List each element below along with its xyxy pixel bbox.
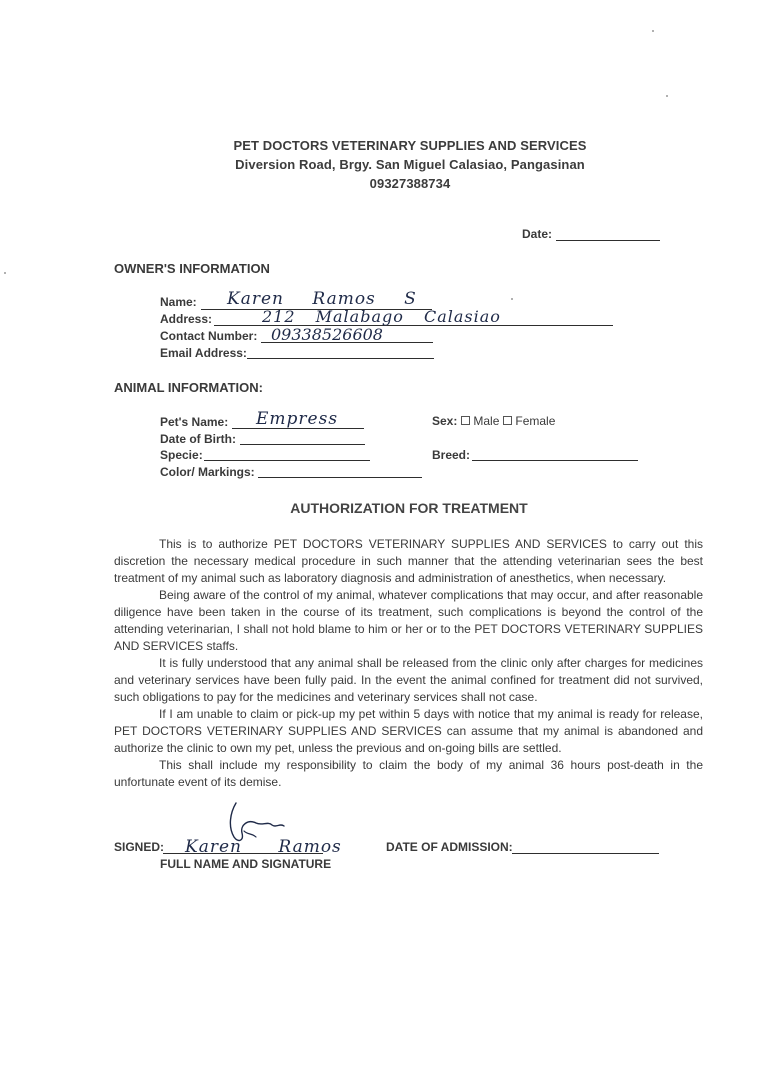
date-label: Date: [522, 227, 553, 241]
authorization-paragraph: This shall include my responsibility to claim the body of my animal 36 hours post-death in the unfortunate event of its demise. [114, 758, 703, 789]
admission-label: DATE OF ADMISSION: [386, 840, 513, 854]
dob-field[interactable] [240, 444, 365, 445]
authorization-paragraph: Being aware of the control of my animal, whatever complications that may occur, and after reasonable diligence have been taken in the course of its treatment, such complications is beyond the control of the attending veterinarian, I shall not hold blame to him or her or to the PET DOCTORS VETERINARY SUPPLIES AND SERVICES staffs. [114, 588, 703, 653]
dob-label: Date of Birth: [160, 432, 236, 446]
sex-group [432, 414, 555, 428]
authorization-paragraph: It is fully understood that any animal shall be released from the clinic only after charges for medicines and veterinary services have been fully paid. In the event the animal confined for treatment did not survived, such obligations to pay for the medicines and veterinary services shall not case. [114, 656, 703, 704]
owner-address-value: 212 Malabago Calasiao [262, 307, 501, 326]
owner-email-field[interactable] [247, 358, 434, 359]
scan-speck [652, 30, 654, 32]
clinic-name: PET DOCTORS VETERINARY SUPPLIES AND SERVICES [233, 138, 587, 153]
signature-scribble [222, 797, 292, 857]
pet-name-field[interactable] [232, 409, 364, 429]
sex-label: Sex: [432, 414, 458, 428]
owner-contact-value: 09338526608 [271, 325, 383, 344]
sex-male-label: Male [473, 414, 500, 428]
pet-name-label: Pet's Name: [160, 415, 229, 429]
owner-email-label: Email Address: [160, 346, 247, 360]
owner-name-value: Karen Ramos S [227, 289, 417, 309]
breed-label: Breed: [432, 448, 471, 462]
date-field[interactable] [556, 240, 660, 241]
owner-contact-label: Contact Number: [160, 329, 258, 343]
color-field[interactable] [258, 477, 422, 478]
admission-field[interactable] [512, 853, 659, 854]
pet-name-value: Empress [256, 409, 339, 429]
owner-name-label: Name: [160, 295, 197, 309]
breed-field[interactable] [472, 460, 638, 461]
owner-section-title: OWNER'S INFORMATION [114, 261, 270, 276]
sex-female-checkbox[interactable] [503, 416, 512, 425]
color-label: Color/ Markings: [160, 465, 255, 479]
scan-speck [511, 298, 513, 300]
clinic-phone: 09327388734 [369, 176, 451, 191]
signed-name: Karen Ramos [185, 837, 342, 857]
clinic-address: Diversion Road, Brgy. San Miguel Calasiao, Pangasinan [235, 157, 585, 172]
scan-speck [4, 272, 6, 274]
specie-field[interactable] [204, 460, 370, 461]
authorization-body [114, 536, 703, 791]
authorization-paragraph: If I am unable to claim or pick-up my pet within 5 days with notice that my animal is ready for release, PET DOCTORS VETERINARY SUPPLIES AND SERVICES can assume that my animal is abandoned and authorize the clinic to own my pet, unless the previous and on-going bills are settled. [114, 707, 703, 755]
owner-address-label: Address: [160, 312, 213, 326]
authorization-title: AUTHORIZATION FOR TREATMENT [290, 500, 528, 516]
animal-section-title: ANIMAL INFORMATION: [114, 380, 263, 395]
scan-speck [666, 95, 668, 97]
authorization-paragraph: This is to authorize PET DOCTORS VETERINARY SUPPLIES AND SERVICES to carry out this discretion the necessary medical procedure in such manner that the attending veterinarian sees the best treatment of my animal such as laboratory diagnosis and administration of anesthetics, when necessary. [114, 537, 703, 585]
sex-male-checkbox[interactable] [461, 416, 470, 425]
specie-label: Specie: [160, 448, 203, 462]
owner-contact-field[interactable] [261, 325, 433, 344]
sex-female-label: Female [515, 414, 556, 428]
signature-caption: FULL NAME AND SIGNATURE [160, 857, 332, 871]
signed-label: SIGNED: [114, 840, 165, 854]
